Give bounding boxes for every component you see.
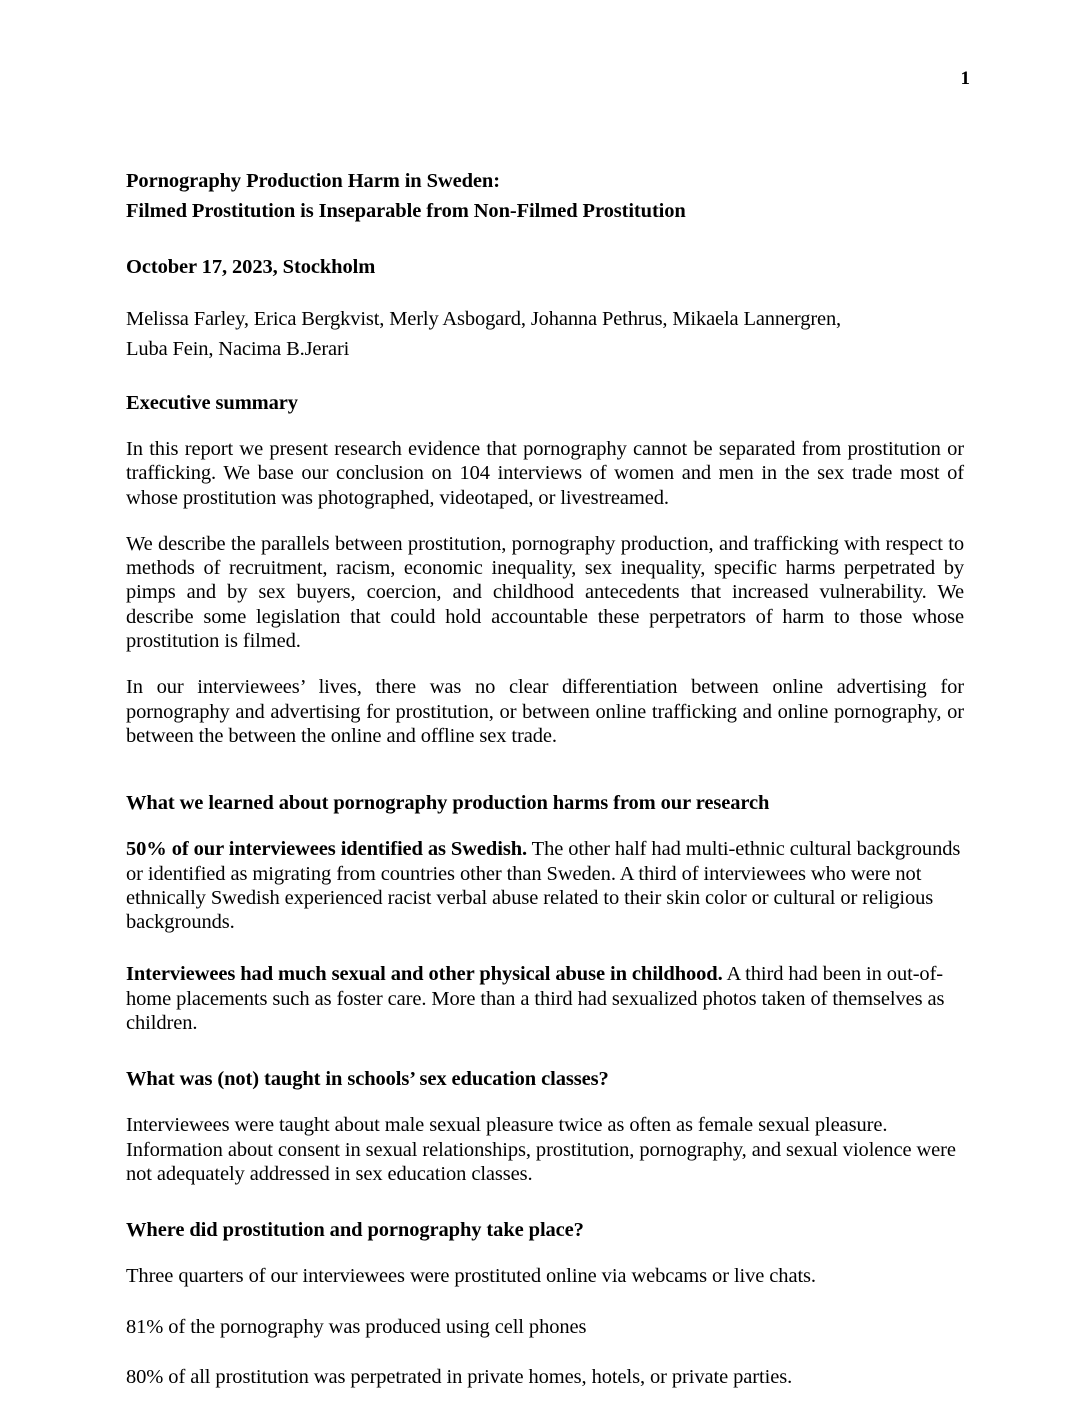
finding-1-lead: 50% of our interviewees identified as Swedish. <box>126 838 528 861</box>
executive-summary-heading: Executive summary <box>126 392 298 414</box>
finding-2-body: A third had been in out-of-home placements such as foster care. More than a third had sexualized photos taken of themselves as children. <box>126 963 945 1035</box>
document-title-line-2: Filmed Prostitution is Inseparable from Non-Filmed Prostitution <box>126 200 686 222</box>
document-title-line-1: Pornography Production Harm in Sweden: <box>126 170 500 192</box>
page-number: 1 <box>960 68 970 89</box>
authors-line-1: Melissa Farley, Erica Bergkvist, Merly Asbogard, Johanna Pethrus, Mikaela Lannergren, <box>126 308 842 330</box>
document-content <box>126 166 964 1389</box>
finding-1 <box>126 837 964 934</box>
document-date-location: October 17, 2023, Stockholm <box>126 256 376 278</box>
authors-line-2: Luba Fein, Nacima B.Jerari <box>126 338 350 360</box>
finding-2-lead: Interviewees had much sexual and other physical abuse in childhood. <box>126 963 723 986</box>
finding-4-body: Three quarters of our interviewees were prostituted online via webcams or live chats. <box>126 1265 816 1288</box>
finding-5-body: 81% of the pornography was produced using cell phones <box>126 1315 587 1338</box>
finding-1-body: The other half had multi-ethnic cultural backgrounds or identified as migrating from countries other than Sweden. A third of interviewees who were not ethnically Swedish experienced racist verbal abuse related to their skin color or cultural or religious backgrounds. <box>126 838 961 934</box>
finding-2 <box>126 962 964 1035</box>
findings-heading: What we learned about pornography production harms from our research <box>126 792 770 815</box>
finding-6-body: 80% of all prostitution was perpetrated in private homes, hotels, or private parties. <box>126 1365 793 1388</box>
executive-summary-paragraph-1: In this report we present research evidence that pornography cannot be separated from prostitution or trafficking. We base our conclusion on 104 interviews of women and men in the sex trade most of whose prostitution was photographed, videotaped, or livestreamed. <box>126 438 964 509</box>
finding-3-body: Interviewees were taught about male sexual pleasure twice as often as female sexual pleasure. Information about consent in sexual relationships, prostitution, pornography, and sexual violence were not adequately addressed in sex education classes. <box>126 1114 956 1185</box>
executive-summary-paragraph-3: In our interviewees’ lives, there was no clear differentiation between online advertising for pornography and advertising for prostitution, or between online trafficking and online pornography, or between the between the online and offline sex trade. <box>126 676 964 747</box>
finding-4-heading: Where did prostitution and pornography take place? <box>126 1219 584 1242</box>
executive-summary-paragraph-2: We describe the parallels between prostitution, pornography production, and trafficking with respect to methods of recruitment, racism, economic inequality, sex inequality, specific harms perpetrated by pimps and by sex buyers, coercion, and childhood antecedents that increased vulnerability. We describe some legislation that could hold accountable these perpetrators of harm to those whose prostitution is filmed. <box>126 532 964 653</box>
finding-3-heading: What was (not) taught in schools’ sex education classes? <box>126 1068 609 1091</box>
